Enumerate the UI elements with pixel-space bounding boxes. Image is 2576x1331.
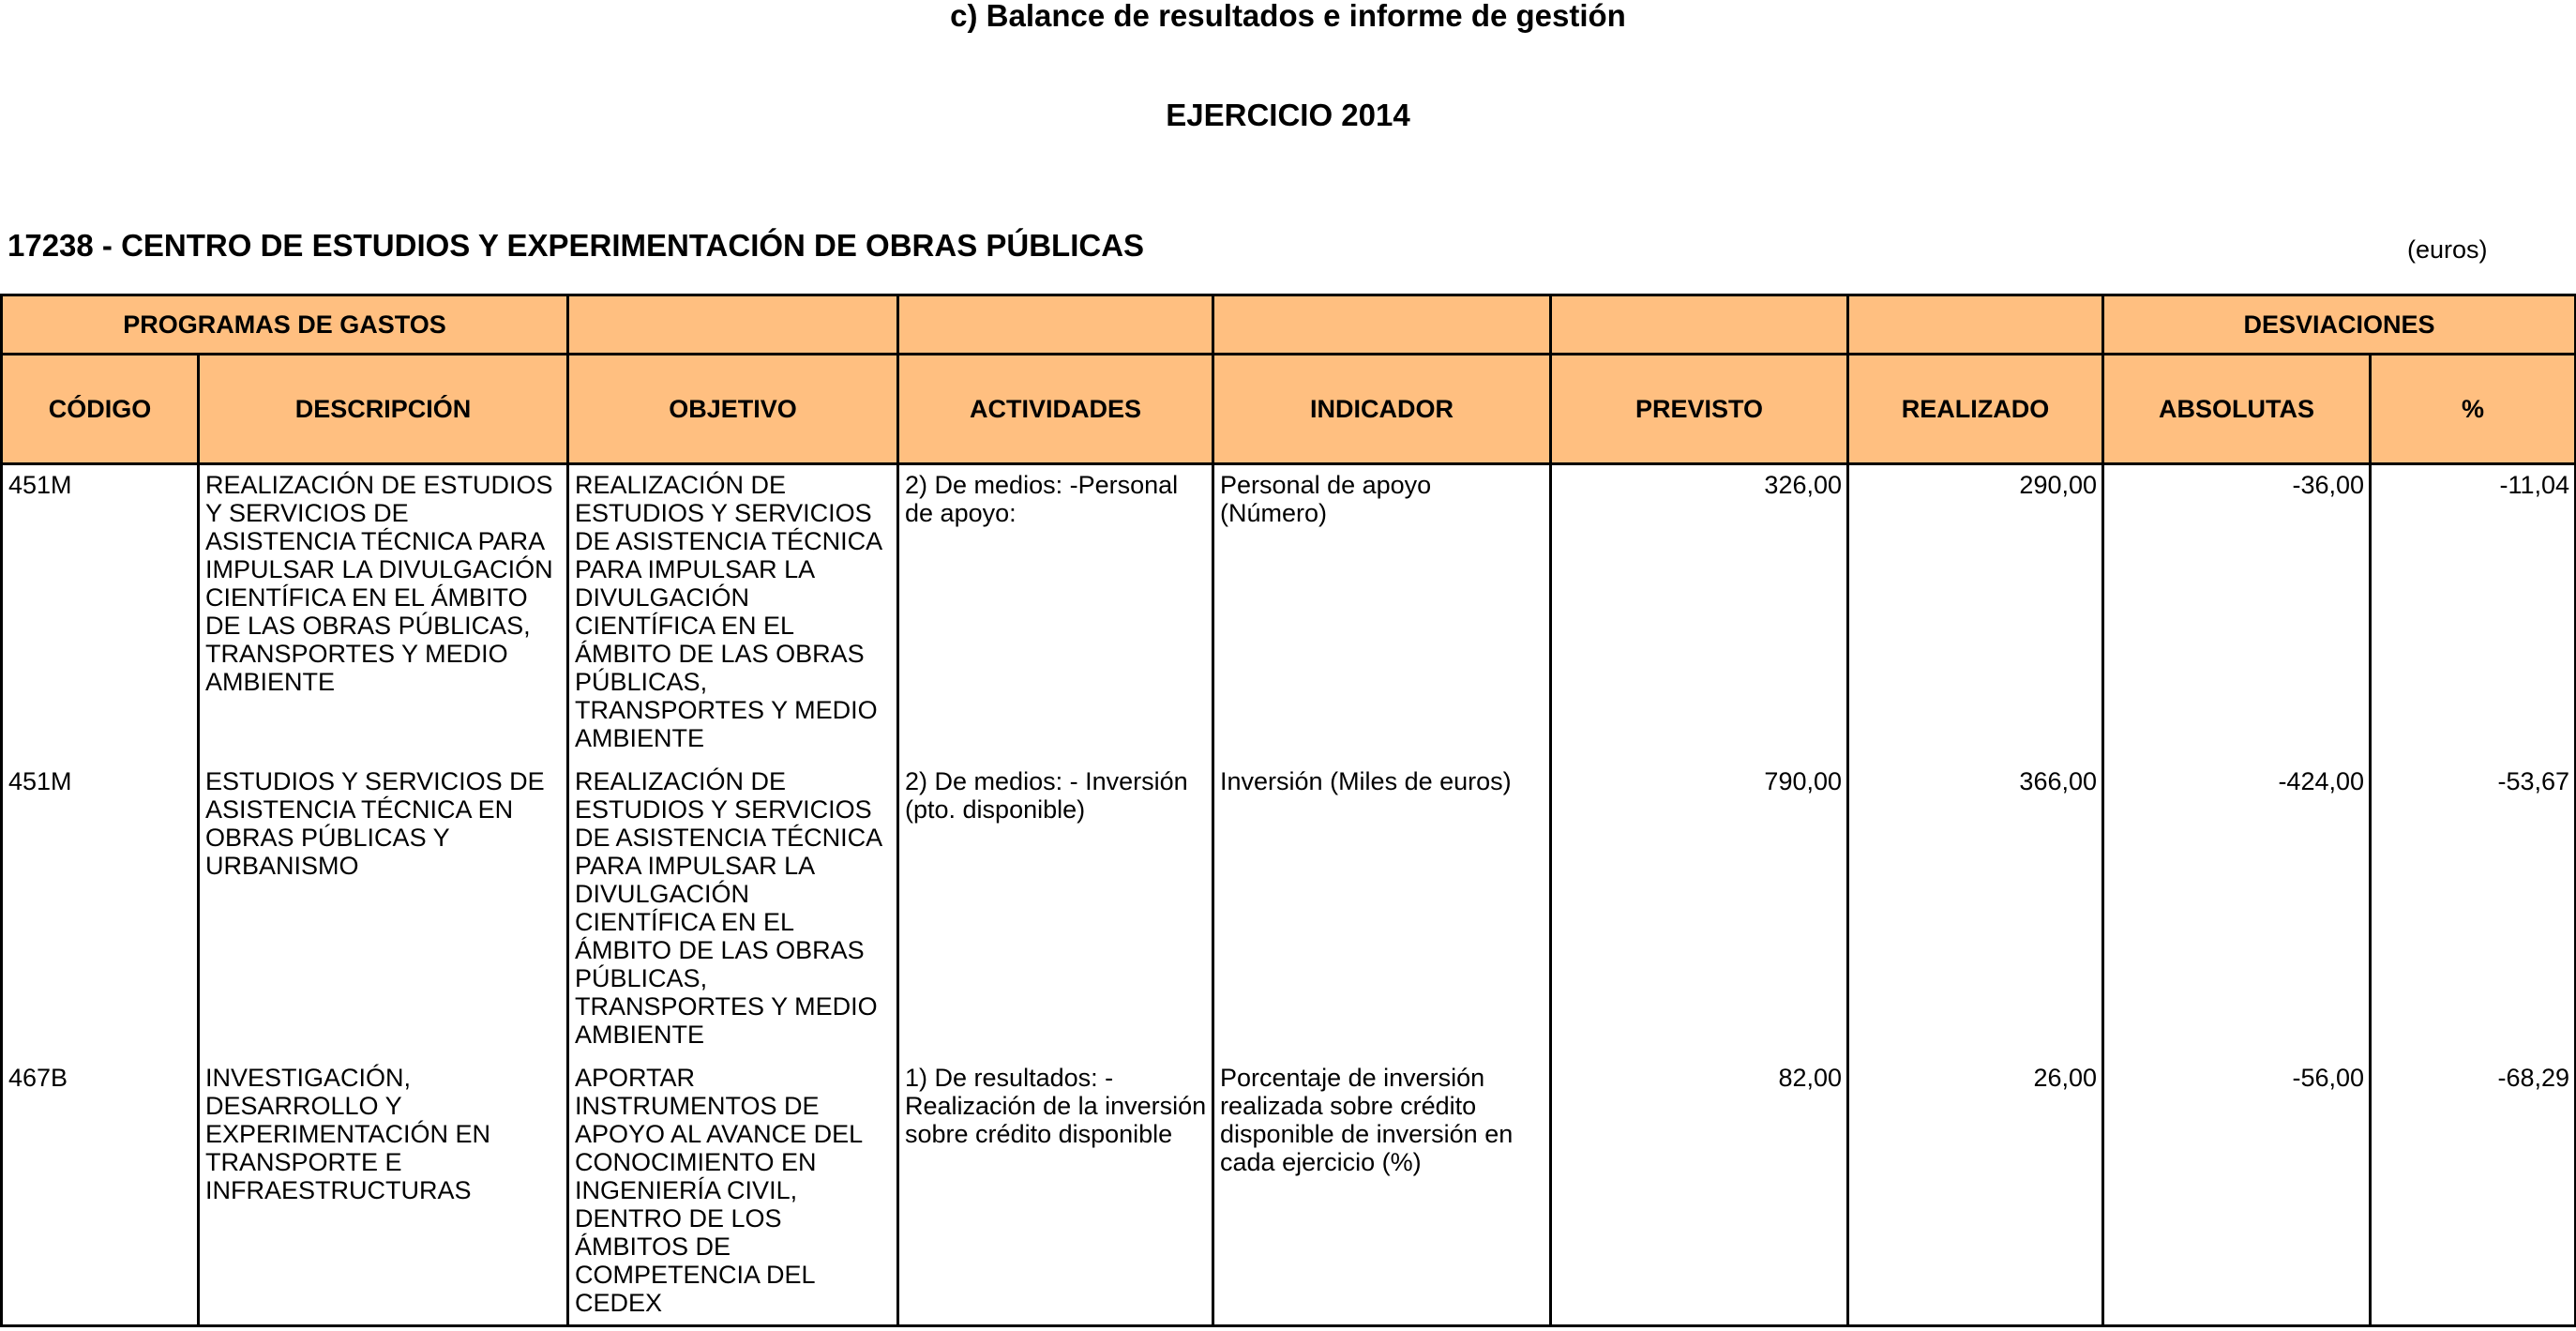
column-header-indicador: INDICADOR: [1213, 355, 1551, 464]
group-header-empty: [1551, 295, 1848, 355]
cell-indicador: Inversión (Miles de euros): [1213, 762, 1551, 1058]
cell-codigo: 451M: [2, 464, 199, 763]
table-row: [2, 762, 2576, 1058]
table-row: [2, 464, 2576, 763]
cell-absolutas: -36,00: [2103, 464, 2371, 763]
group-header-empty: [1213, 295, 1551, 355]
cell-realizado: 26,00: [1848, 1058, 2103, 1326]
cell-actividades: 2) De medios: -Personal de apoyo:: [898, 464, 1213, 763]
column-header-absolutas: ABSOLUTAS: [2103, 355, 2371, 464]
group-header-empty: [568, 295, 898, 355]
group-header-programas: PROGRAMAS DE GASTOS: [2, 295, 568, 355]
cell-objetivo: APORTAR INSTRUMENTOS DE APOYO AL AVANCE DEL CONOCIMIENTO EN INGENIERÍA CIVIL, DENTRO DE LOS ÁMBITOS DE COMPETENCIA DEL CEDEX: [568, 1058, 898, 1326]
group-header-row: [2, 295, 2576, 355]
cell-codigo: 467B: [2, 1058, 199, 1326]
document-title: c) Balance de resultados e informe de gestión: [950, 0, 1626, 33]
exercise-year: EJERCICIO 2014: [1166, 98, 1410, 132]
cell-absolutas: -424,00: [2103, 762, 2371, 1058]
cell-realizado: 366,00: [1848, 762, 2103, 1058]
currency-units: (euros): [2407, 235, 2488, 264]
cell-objetivo: REALIZACIÓN DE ESTUDIOS Y SERVICIOS DE ASISTENCIA TÉCNICA PARA IMPULSAR LA DIVULGACIÓN CIENTÍFICA EN EL ÁMBITO DE LAS OBRAS PÚBLICAS, TRANSPORTES Y MEDIO AMBIENTE: [568, 464, 898, 763]
column-header-descripcion: DESCRIPCIÓN: [199, 355, 568, 464]
group-header-empty: [898, 295, 1213, 355]
cell-indicador: Personal de apoyo (Número): [1213, 464, 1551, 763]
cell-realizado: 290,00: [1848, 464, 2103, 763]
cell-previsto: 82,00: [1551, 1058, 1848, 1326]
cell-objetivo: REALIZACIÓN DE ESTUDIOS Y SERVICIOS DE ASISTENCIA TÉCNICA PARA IMPULSAR LA DIVULGACIÓN CIENTÍFICA EN EL ÁMBITO DE LAS OBRAS PÚBLICAS, TRANSPORTES Y MEDIO AMBIENTE: [568, 762, 898, 1058]
cell-absolutas: -56,00: [2103, 1058, 2371, 1326]
cell-porcentaje: -53,67: [2371, 762, 2576, 1058]
cell-porcentaje: -68,29: [2371, 1058, 2576, 1326]
cell-descripcion: ESTUDIOS Y SERVICIOS DE ASISTENCIA TÉCNICA EN OBRAS PÚBLICAS Y URBANISMO: [199, 762, 568, 1058]
cell-previsto: 326,00: [1551, 464, 1848, 763]
cell-descripcion: INVESTIGACIÓN, DESARROLLO Y EXPERIMENTACIÓN EN TRANSPORTE E INFRAESTRUCTURAS: [199, 1058, 568, 1326]
column-header-previsto: PREVISTO: [1551, 355, 1848, 464]
group-header-desviaciones: DESVIACIONES: [2103, 295, 2576, 355]
column-header-realizado: REALIZADO: [1848, 355, 2103, 464]
column-header-actividades: ACTIVIDADES: [898, 355, 1213, 464]
column-header-row: [2, 355, 2576, 464]
entity-name: 17238 - CENTRO DE ESTUDIOS Y EXPERIMENTACIÓN DE OBRAS PÚBLICAS: [8, 228, 1145, 263]
table-row: [2, 1058, 2576, 1326]
cell-actividades: 2) De medios: - Inversión (pto. disponible): [898, 762, 1213, 1058]
cell-descripcion: REALIZACIÓN DE ESTUDIOS Y SERVICIOS DE ASISTENCIA TÉCNICA PARA IMPULSAR LA DIVULGACIÓN CIENTÍFICA EN EL ÁMBITO DE LAS OBRAS PÚBLICAS, TRANSPORTES Y MEDIO AMBIENTE: [199, 464, 568, 763]
results-table: [0, 294, 2576, 1327]
group-header-empty: [1848, 295, 2103, 355]
cell-actividades: 1) De resultados: - Realización de la inversión sobre crédito disponible: [898, 1058, 1213, 1326]
cell-previsto: 790,00: [1551, 762, 1848, 1058]
column-header-porcentaje: %: [2371, 355, 2576, 464]
cell-porcentaje: -11,04: [2371, 464, 2576, 763]
cell-indicador: Porcentaje de inversión realizada sobre crédito disponible de inversión en cada ejercicio (%): [1213, 1058, 1551, 1326]
column-header-objetivo: OBJETIVO: [568, 355, 898, 464]
column-header-codigo: CÓDIGO: [2, 355, 199, 464]
cell-codigo: 451M: [2, 762, 199, 1058]
